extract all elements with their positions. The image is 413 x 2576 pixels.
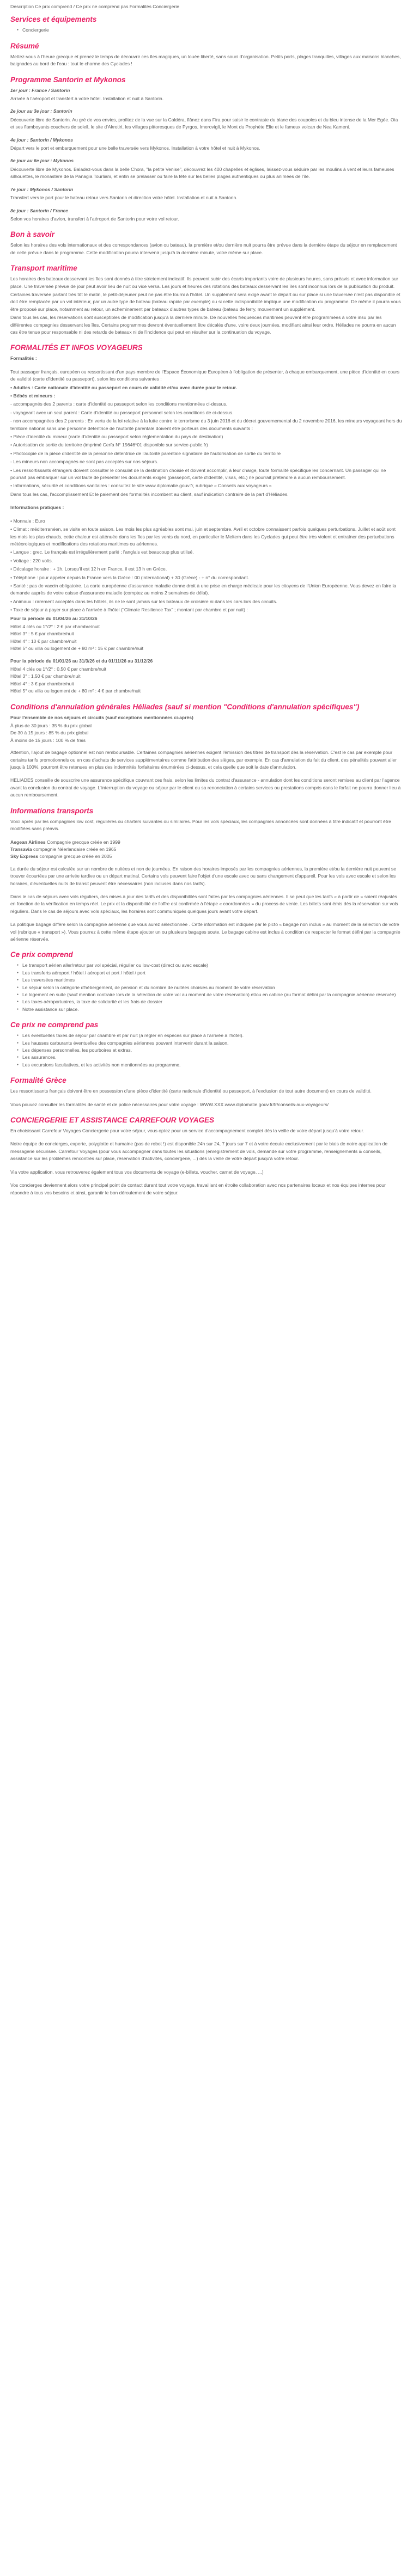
day-text: Transfert vers le port pour le bateau retour vers Santorin et direction votre hôtel. Installation et nuit à Santorin. bbox=[10, 195, 238, 201]
annulation-line: À moins de 15 jours : 100 % de frais bbox=[10, 737, 86, 743]
page bbox=[0, 0, 413, 1203]
annulation-line: À plus de 30 jours : 35 % du prix global bbox=[10, 723, 92, 729]
info-line: • Santé : pas de vaccin obligatoire. La carte européenne d'assurance maladie donne droit à une prise en charge médicale pour les citoyens de l'Union Européenne. Vous devez en faire la demande auprès de votre caisse d'assurance maladie (comptez au moins 2 semaines de délai). bbox=[10, 582, 397, 596]
conciergerie-para: Notre équipe de concierges, experte, polyglotte et humaine (pas de robot !) est disponible 24h sur 24, 7 jours sur 7 et à votre écoute exclusivement par le biais de notre application de messagerie sécurisée. Carrefour Voyages (pour vous accompagner dans toutes les situations (enregistrement de vols, demande sur votre programme, renseignements & conseils, assistance sur les problèmes rencontrés sur place, réservation d'activités, conciergerie, ...) dès la veille de votre départ jusqu'à votre retour. bbox=[10, 1141, 388, 1162]
day-text: Découverte libre de Santorin. Au gré de vos envies, profitez de la vue sur la Caldéra, flânez dans Fira pour saisir le contraste du blanc des coupoles et du bleu intense de la Mer Egée. Oia et ses flamboyants couchers de soleil, le site d'Akrotiri, les villages pittoresques de Pyrgos, Imerovigli, le Mont du Prophète Elie et le fameux volcan de Nea Kameni. bbox=[10, 116, 398, 130]
ne-comprend-item: ● Les assurances. bbox=[22, 1054, 403, 1061]
comprend-list bbox=[10, 962, 403, 1013]
day-text: Départ vers le port et embarquement pour une belle traversée vers Mykonos. Installation à votre hôtel et nuit à Mykonos. bbox=[10, 145, 260, 151]
description-nav-line: Description Ce prix comprend / Ce prix ne comprend pas Formalités Conciergerie bbox=[10, 4, 179, 9]
programme-day-6 bbox=[10, 207, 403, 223]
programme-day-3 bbox=[10, 137, 403, 152]
programme-title: Programme Santorin et Mykonos bbox=[10, 75, 126, 84]
ne-comprend-item: ● Les éventuelles taxes de séjour par chambre et par nuit (à régler en espèces sur place à l'arrivée à l'hôtel). bbox=[22, 1032, 403, 1039]
conciergerie-para: En choisissant Carrefour Voyages Conciergerie pour votre séjour, vous optez pour un service d'accompagnement complet dès la veille de votre départ jusqu'à votre retour. bbox=[10, 1128, 365, 1134]
services-list bbox=[10, 27, 403, 34]
infos-pratiques-title: Informations pratiques : bbox=[10, 505, 64, 511]
transport-para: Les horaires des bateaux desservant les îles sont donnés à titre strictement indicatif. Ils peuvent subir des écarts importants voire de plusieurs heures, sans préavis et avec information sur place. Une traversée prévue de jour peut avoir lieu de nuit ou vice versa. Les jours et heures des rotations des bateaux desservant les îles sont inconnus lors de la publication du produit. bbox=[10, 276, 398, 289]
comprend-item: ● Les traversées maritimes bbox=[22, 977, 403, 984]
transports-para: Dans le cas de séjours avec vols réguliers, des mises à jour des tarifs et des disponibilités sont faites par les compagnies aériennes. Il se peut que les tarifs « à partir de » soient réajustés en fonction de la vérification en temps réel. Le prix et la disponibilité de l'offre est confirmée à l'étape « coordonnées » du process de vente. Les billets sont émis dès la réservation sur vols réguliers. Dans le cas de séjours avec vols spéciaux, les horaires sont communiqués quelques jours avant votre départ. bbox=[10, 893, 398, 914]
company-name: Transavia bbox=[10, 846, 32, 852]
ne-comprend-item: ● Les excursions facultatives, et les activités non mentionnées au programme. bbox=[22, 1062, 403, 1069]
service-item: ● Conciergerie bbox=[22, 27, 403, 34]
transports-title: Informations transports bbox=[10, 806, 94, 815]
tax-period: Pour la période du 01/01/26 au 31/3/26 et du 01/11/26 au 31/12/26 bbox=[10, 658, 153, 664]
tax-row: Hôtel 3° : 5 € par chambre/nuit bbox=[10, 631, 74, 637]
info-line: • Monnaie : Euro bbox=[10, 518, 45, 524]
tax-period: Pour la période du 01/04/26 au 31/10/26 bbox=[10, 615, 98, 621]
comprend-item: ● Les taxes aéroportuaires, la taxe de solidarité et les frais de dossier bbox=[22, 998, 403, 1005]
formalites-subtitle: Formalités : bbox=[10, 355, 37, 361]
formalites-line: - accompagnés des 2 parents : carte d'identité ou passeport selon les conditions mentionnées ci-dessus. bbox=[10, 401, 228, 407]
formalites-line: - non accompagnées des 2 parents : En vertu de la loi relative à la lutte contre le terrorisme du 3 juin 2016 et du décret gouvernemental du 2 novembre 2016, les mineurs voyageant hors du territoire national sans une personne détentrice de l'autorité parentale doivent être porteurs des documents suivants : bbox=[10, 418, 402, 431]
ne-comprend-item: ● Les hausses carburants éventuelles des compagnies aériennes pouvant intervenir durant la saison. bbox=[22, 1040, 403, 1047]
info-line: • Téléphone : pour appeler depuis la France vers la Grèce : 00 (international) + 30 (Grèce) - + n° du correspondant. bbox=[10, 574, 250, 580]
company-text: compagnie grecque créée en 2005 bbox=[39, 854, 112, 860]
day-label: 7e jour : Mykonos / Santorin bbox=[10, 186, 74, 192]
day-text: Arrivée à l'aéroport et transfert à votre hôtel. Installation et nuit à Santorin. bbox=[10, 96, 164, 102]
annulation-para: HELIADES conseille de souscrire une assurance spécifique couvrant ces frais, selon les limites du contrat d'assurance - annulation dont les conditions seront remises au client par l'agence avant la conclusion du contrat de voyage. L'interruption du voyage ou séjour par le client ou sa renonciation à certains services ou prestations compris dans le forfait ne pourra donner lieu à aucun remboursement. bbox=[10, 777, 401, 798]
info-line: • Climat : méditerranéen, se visite en toute saison. Les mois les plus agréables sont mai, juin et septembre. Avril et octobre connaissent parfois quelques perturbations. Juillet et août sont les mois les plus chauds, cette chaleur est atténuée dans les îles par les vents du nord, en particulier le Meltem dans les Cyclades qui peut être très violent et entraîner des perturbations météorologiques et modifications des rotations maritimes ou aériennes. bbox=[10, 526, 396, 547]
formalite-grece-title: Formalité Grèce bbox=[10, 1076, 66, 1085]
info-line: • Décalage horaire : + 1h. Lorsqu'il est 12 h en France, il est 13 h en Grèce. bbox=[10, 566, 167, 572]
comprend-title: Ce prix comprend bbox=[10, 950, 73, 959]
info-line: • Taxe de séjour à payer sur place à l'arrivée à l'hôtel ("Climate Resilience Tax" ; montant par chambre et par nuit) : bbox=[10, 607, 248, 613]
transports-para: La politique bagage diffère selon la compagnie aérienne que vous aurez sélectionnée . Cette information est indiquée par le picto « bagage non inclus » au moment de la sélection de votre vol (rubrique « transport »). Vous pourrez à cette même étape ajouter un ou plusieurs bagages soute. Le bagage cabine est inclus à condition de respecter le format défini par la compagnie aérienne réservée. bbox=[10, 922, 400, 942]
programme-day-1 bbox=[10, 87, 403, 103]
comprend-item: ● Le transport aérien aller/retour par vol spécial, régulier ou low-cost (direct ou avec escale) bbox=[22, 962, 403, 969]
comprend-item: ● Les transferts aéroport / hôtel / aéroport et port / hôtel / port bbox=[22, 970, 403, 977]
annulation-line: De 30 à 15 jours : 85 % du prix global bbox=[10, 730, 89, 736]
programme-day-4 bbox=[10, 157, 403, 180]
formalite-grece-para: Vous pouvez consulter les formalités de santé et de police nécessaires pour votre voyage : WWW.XXX.www.diplomatie.gouv.fr/fr/conseils-aux-voyageurs/ bbox=[10, 1101, 329, 1107]
formalites-line: Dans tous les cas, l'accomplissement Et le paiement des formalités incombent au client, sauf indication contraire de la part d'Héliades. bbox=[10, 491, 289, 497]
day-label: 1er jour : France / Santorin bbox=[10, 87, 70, 93]
formalites-title: FORMALITÉS ET INFOS VOYAGEURS bbox=[10, 344, 143, 352]
conciergerie-title: CONCIERGERIE ET ASSISTANCE CARREFOUR VOYAGES bbox=[10, 1116, 215, 1125]
company-line bbox=[10, 853, 403, 860]
company-text: Compagnie grecque créée en 1999 bbox=[47, 839, 120, 845]
formalites-line: • Les ressortissants étrangers doivent consulter le consulat de la destination choisie et doivent accomplir, à leur charge, toute formalité spécifique les concernant. Un passager qui ne pourrait pas embarquer sur un vol faute de présenter les documents exigés (passeport, carte d'identité, visas, etc.) ne pourrait prétendre à aucun remboursement. bbox=[10, 467, 386, 481]
ne-comprend-item: ● Les dépenses personnelles, les pourboires et extras. bbox=[22, 1047, 403, 1054]
info-line: • Langue : grec. Le français est irrégulièrement parlé ; l'anglais est beaucoup plus utilisé. bbox=[10, 549, 194, 555]
day-label: 2e jour au 3e jour : Santorin bbox=[10, 108, 72, 114]
formalites-line: • Photocopie de la pièce d'identité de la personne détentrice de l'autorité parentale signataire de l'autorisation de sortie du territoire bbox=[10, 450, 281, 456]
conciergerie-para: Vos concierges deviennent alors votre principal point de contact durant tout votre voyage, travaillant en étroite collaboration avec nos partenaires locaux et nos équipes internes pour répondre à tous vos besoins et ainsi, garantir le bon déroulement de votre séjour. bbox=[10, 1182, 386, 1195]
company-text: compagnie Néerlandaise créée en 1965 bbox=[33, 846, 117, 852]
transport-para: Dans tous les cas, les réservations sont susceptibles de modification jusqu'à la dernière minute. De nouvelles fréquences maritimes peuvent être programmées à votre insu par les différentes compagnies desservant les îles. Certains programmes devront éventuellement être décalés d'une, voire deux journées, modifiant ainsi leur ordre. Héliades ne pourra en aucun cas être tenue pour responsable ni des retards de bateaux ni de l'incidence qui peut en résulter sur la continuation du voyage. bbox=[10, 315, 396, 335]
tax-row: Hôtel 4° : 10 € par chambre/nuit bbox=[10, 638, 77, 644]
comprend-item: ● Le séjour selon la catégorie d'hébergement, de pension et du nombre de nuitées choisies au moment de votre réservation bbox=[22, 984, 403, 991]
formalites-line: - voyageant avec un seul parent : Carte d'identité ou passeport personnel selon les conditions de ci-dessus. bbox=[10, 409, 234, 415]
transports-para: La durée du séjour est calculée sur un nombre de nuitées et non de journées. En raison des horaires imposés par les compagnies aériennes, la première et/ou la dernière nuit peuvent se trouver écourtées par une arrivée tardive ou un départ matinal. Certains vols peuvent faire l'objet d'une escale avec ou sans changement d'appareil. Pour les vols avec escale et selon les horaires, d'éventuelles nuits de transit peuvent être nécessaires (non incluses dans nos tarifs). bbox=[10, 866, 396, 886]
company-name: Aegean Airlines bbox=[10, 839, 46, 845]
tax-row: Hôtel 4 clés ou 1°/2° : 0,50 € par chambre/nuit bbox=[10, 666, 106, 672]
formalites-line: • Adultes : Carte nationale d'identité ou passeport en cours de validité et/ou avec durée pour le retour. bbox=[10, 384, 237, 390]
transport-title: Transport maritime bbox=[10, 264, 77, 273]
info-line: • Animaux : rarement acceptés dans les hôtels, ils ne le sont jamais sur les bateaux de croisière ni dans les cars lors des circuits. bbox=[10, 598, 277, 604]
tax-block-1 bbox=[10, 615, 403, 653]
day-text: Selon vos horaires d'avion, transfert à l'aéroport de Santorin pour votre vol retour. bbox=[10, 216, 179, 222]
company-line bbox=[10, 846, 403, 853]
services-title: Services et équipements bbox=[10, 15, 97, 24]
formalites-line: • Pièce d'identité du mineur (carte d'identité ou passeport selon réglementation du pays de destination) bbox=[10, 434, 223, 440]
comprend-item: ● Le logement en suite (sauf mention contraire lors de la sélection de votre vol au moment de votre réservation) et/ou en cabine (au format défini par la compagnie aérienne réservée) bbox=[22, 991, 403, 998]
tax-row: Hôtel 5° ou villa ou logement de + 80 m² : 15 € par chambre/nuit bbox=[10, 646, 143, 652]
tax-row: Hôtel 4 clés ou 1°/2° : 2 € par chambre/nuit bbox=[10, 623, 100, 629]
company-line bbox=[10, 839, 403, 846]
annulation-subtitle: Pour l'ensemble de nos séjours et circuits (sauf exceptions mentionnées ci-après) bbox=[10, 714, 193, 720]
annulation-para: Attention, l'ajout de bagage optionnel est non remboursable. Certaines compagnies aériennes exigent l'émission des titres de transport dès la réservation. C'est le cas par exemple pour certains tarifs promotionnels ou en cas d'achats de services supplémentaires comme l'attribution des sièges, par exemple. En cas d'annulation du fait du client, des pénalités pouvant aller jusqu'à 100%, pourront être retenues en plus des indemnités forfaitaires énumérées ci-dessus, et cela quelle que soit la date d'annulation. bbox=[10, 750, 397, 770]
day-label: 5e jour au 6e jour : Mykonos bbox=[10, 158, 74, 164]
programme-day-5 bbox=[10, 186, 403, 202]
tax-row: Hôtel 3° : 1,50 € par chambre/nuit bbox=[10, 673, 81, 679]
formalites-line: • Bébés et mineurs : bbox=[10, 393, 56, 398]
ne-comprend-list bbox=[10, 1032, 403, 1069]
company-name: Sky Express bbox=[10, 854, 39, 860]
bon-savoir-text: Selon les horaires des vols internationaux et des correspondances (avion ou bateau), la première et/ou dernière nuit pourra être prévue dans la dernière étape du séjour en remplacement de celle prévue dans le programme. Cette modification pourra intervenir jusqu'à la dernière minute, votre même sur place. bbox=[10, 242, 397, 255]
programme-day-2 bbox=[10, 108, 403, 131]
tax-row: Hôtel 4° : 3 € par chambre/nuit bbox=[10, 680, 74, 686]
transports-intro: Voici après par les compagnies low cost, régulières ou charters suivantes ou similaires. Pour les vols spéciaux, les compagnies annoncées sont données à titre indicatif et pourront être modifiées sans préavis. bbox=[10, 818, 391, 832]
day-label: 8e jour : Santorin / France bbox=[10, 207, 69, 213]
resume-title: Résumé bbox=[10, 41, 39, 50]
formalites-line: - Les mineurs non accompagnés ne sont pas acceptés sur nos séjours. bbox=[10, 459, 159, 465]
comprend-item: ● Notre assistance sur place. bbox=[22, 1006, 403, 1013]
resume-text: Mettez-vous à l'heure grecque et prenez le temps de découvrir ces îles magiques, un louée liberté, sans souci d'organisation. Petits ports, plages tranquilles, villages aux maisons blanches, baignades au bord de l'eau : tout le charme des Cyclades ! bbox=[10, 53, 401, 67]
conciergerie-para: Via votre application, vous retrouverez également tous vos documents de voyage (e-billets, voucher, carnet de voyage, ...) bbox=[10, 1169, 264, 1175]
formalites-line: • Autorisation de sortie du territoire (imprimé Cerfa N° 15646*01 disponible sur service-public.fr) bbox=[10, 442, 208, 448]
annulation-title: Conditions d'annulation générales Héliades (sauf si mention "Conditions d'annulation spécifiques") bbox=[10, 702, 360, 711]
info-line: • Voltage : 220 volts. bbox=[10, 557, 53, 563]
tax-block-2 bbox=[10, 658, 403, 695]
tax-row: Hôtel 5° ou villa ou logement de + 80 m² : 4 € par chambre/nuit bbox=[10, 688, 141, 694]
day-text: Découverte libre de Mykonos. Baladez-vous dans la belle Chora, "la petite Venise", découvrez les 400 chapelles et églises, laissez-vous séduire par les moulins à vent et leurs fameuses silhouettes, le monastère de la Panagia Tourliani, et enfin se prélasser ou faire la fête sur les belles plages authentiques ou plus animées de l'île. bbox=[10, 166, 394, 180]
transport-para: Certaines traversée partant très tôt le matin, le petit-déjeuner peut ne pas être fourni à l'hôtel. Un supplément sera exigé avant le départ ou sur place si une traversée n'est pas disponible et doit être remplacée par un vol intérieur, par un autre type de bateau (bateau rapide par exemple) ou si cette indisponibilité implique une modification du programme. De même il pourra vous être proposé sur place, notamment au retour, un acheminement par bateaux d'autres types de bateau (bateau de ferry, mouvement un supplément. bbox=[10, 291, 401, 312]
ne-comprend-title: Ce prix ne comprend pas bbox=[10, 1021, 99, 1029]
day-label: 4e jour : Santorin / Mykonos bbox=[10, 137, 74, 143]
formalites-line: • Informations, sécurité et conditions sanitaires : consultez le site www.diplomatie.gouv.fr, rubrique « Conseils aux voyageurs » bbox=[10, 483, 272, 489]
bon-savoir-title: Bon à savoir bbox=[10, 230, 55, 239]
formalites-intro: Tout passager français, européen ou ressortissant d'un pays membre de l'Espace Économique Européen à l'obligation de présenter, à chaque embarquement, une pièce d'identité en cours de validité (carte d'identité ou passeport), selon les conditions suivantes : bbox=[10, 369, 400, 382]
formalite-grece-para: Les ressortissants français doivent être en possession d'une pièce d'identité (carte nationale d'identité ou passeport, à l'exclusion de tout autre document) en cours de validité. bbox=[10, 1088, 372, 1094]
